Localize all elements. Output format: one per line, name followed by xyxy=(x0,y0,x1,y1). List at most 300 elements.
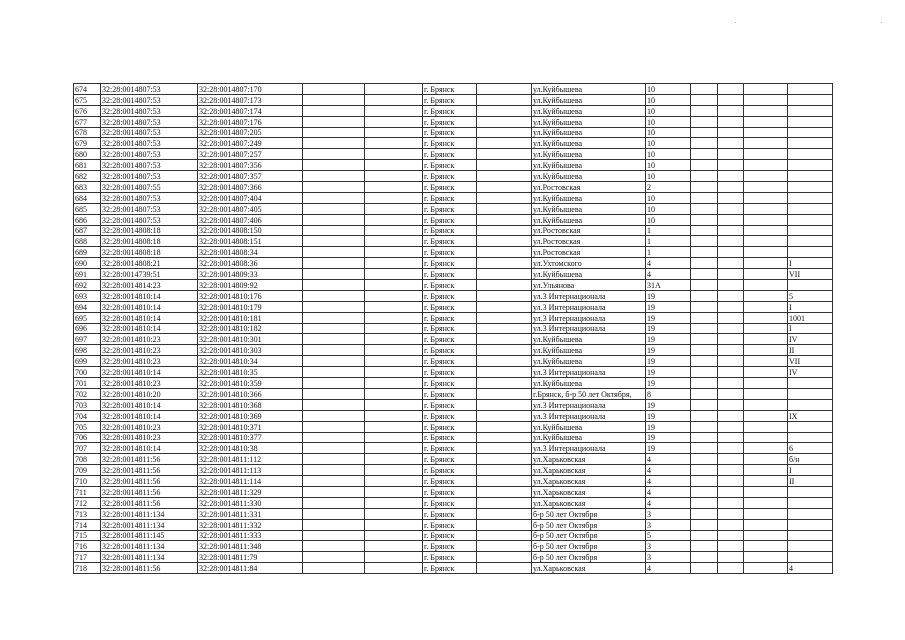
empty-cell xyxy=(365,312,423,323)
empty-cell xyxy=(691,432,718,443)
premises-number-cell xyxy=(788,421,833,432)
row-number-cell: 718 xyxy=(74,563,101,574)
premises-number-cell xyxy=(788,149,833,160)
street-cell: ул.Куйбышева xyxy=(532,192,646,203)
row-number-cell: 676 xyxy=(74,105,101,116)
empty-cell xyxy=(365,247,423,258)
parcel-cadastral-number-cell: 32:28:0014739:51 xyxy=(101,269,198,280)
street-cell: ул.Харьковская xyxy=(532,465,646,476)
object-cadastral-number-cell: 32:28:0014811:112 xyxy=(198,454,303,465)
empty-cell xyxy=(744,399,788,410)
city-cell: г. Брянск xyxy=(423,127,477,138)
city-cell: г. Брянск xyxy=(423,552,477,563)
empty-cell xyxy=(365,236,423,247)
empty-cell xyxy=(744,280,788,291)
premises-number-cell: I xyxy=(788,258,833,269)
object-cadastral-number-cell: 32:28:0014811:331 xyxy=(198,508,303,519)
table-row xyxy=(74,345,833,356)
parcel-cadastral-number-cell: 32:28:0014807:53 xyxy=(101,192,198,203)
empty-cell xyxy=(691,280,718,291)
parcel-cadastral-number-cell: 32:28:0014810:14 xyxy=(101,301,198,312)
empty-cell xyxy=(365,421,423,432)
empty-cell xyxy=(477,182,532,193)
empty-cell xyxy=(365,486,423,497)
parcel-cadastral-number-cell: 32:28:0014807:53 xyxy=(101,138,198,149)
city-cell: г. Брянск xyxy=(423,182,477,193)
house-number-cell: 19 xyxy=(646,410,691,421)
empty-cell xyxy=(303,345,365,356)
object-cadastral-number-cell: 32:28:0014811:329 xyxy=(198,486,303,497)
empty-cell xyxy=(718,563,744,574)
city-cell: г. Брянск xyxy=(423,160,477,171)
row-number-cell: 685 xyxy=(74,203,101,214)
table-row xyxy=(74,258,833,269)
parcel-cadastral-number-cell: 32:28:0014807:53 xyxy=(101,203,198,214)
empty-cell xyxy=(365,443,423,454)
empty-cell xyxy=(303,530,365,541)
house-number-cell: 19 xyxy=(646,378,691,389)
empty-cell xyxy=(365,508,423,519)
house-number-cell: 10 xyxy=(646,105,691,116)
house-number-cell: 4 xyxy=(646,258,691,269)
object-cadastral-number-cell: 32:28:0014808:34 xyxy=(198,247,303,258)
empty-cell xyxy=(718,214,744,225)
empty-cell xyxy=(718,552,744,563)
city-cell: г. Брянск xyxy=(423,508,477,519)
city-cell: г. Брянск xyxy=(423,367,477,378)
table-row xyxy=(74,367,833,378)
parcel-cadastral-number-cell: 32:28:0014807:53 xyxy=(101,160,198,171)
empty-cell xyxy=(365,127,423,138)
empty-cell xyxy=(744,519,788,530)
row-number-cell: 692 xyxy=(74,280,101,291)
empty-cell xyxy=(744,334,788,345)
street-cell: ул.Куйбышева xyxy=(532,334,646,345)
house-number-cell: 19 xyxy=(646,421,691,432)
empty-cell xyxy=(477,345,532,356)
table-row xyxy=(74,486,833,497)
empty-cell xyxy=(744,171,788,182)
premises-number-cell xyxy=(788,138,833,149)
empty-cell xyxy=(477,236,532,247)
parcel-cadastral-number-cell: 32:28:0014814:23 xyxy=(101,280,198,291)
street-cell: ул.Ухтомского xyxy=(532,258,646,269)
empty-cell xyxy=(303,465,365,476)
empty-cell xyxy=(303,225,365,236)
empty-cell xyxy=(303,94,365,105)
row-number-cell: 709 xyxy=(74,465,101,476)
table-row xyxy=(74,280,833,291)
table-row xyxy=(74,182,833,193)
table-row xyxy=(74,388,833,399)
city-cell: г. Брянск xyxy=(423,399,477,410)
parcel-cadastral-number-cell: 32:28:0014807:53 xyxy=(101,94,198,105)
house-number-cell: 2 xyxy=(646,182,691,193)
parcel-cadastral-number-cell: 32:28:0014811:145 xyxy=(101,530,198,541)
table-row xyxy=(74,301,833,312)
street-cell: ул.Харьковская xyxy=(532,486,646,497)
empty-cell xyxy=(365,182,423,193)
empty-cell xyxy=(691,116,718,127)
premises-number-cell: IX xyxy=(788,410,833,421)
premises-number-cell xyxy=(788,160,833,171)
empty-cell xyxy=(718,225,744,236)
empty-cell xyxy=(365,454,423,465)
empty-cell xyxy=(718,290,744,301)
row-number-cell: 683 xyxy=(74,182,101,193)
empty-cell xyxy=(365,563,423,574)
empty-cell xyxy=(691,105,718,116)
parcel-cadastral-number-cell: 32:28:0014810:14 xyxy=(101,367,198,378)
empty-cell xyxy=(691,203,718,214)
empty-cell xyxy=(477,497,532,508)
object-cadastral-number-cell: 32:28:0014810:377 xyxy=(198,432,303,443)
city-cell: г. Брянск xyxy=(423,280,477,291)
object-cadastral-number-cell: 32:28:0014807:170 xyxy=(198,84,303,95)
row-number-cell: 674 xyxy=(74,84,101,95)
empty-cell xyxy=(744,84,788,95)
empty-cell xyxy=(477,323,532,334)
empty-cell xyxy=(365,399,423,410)
row-number-cell: 717 xyxy=(74,552,101,563)
parcel-cadastral-number-cell: 32:28:0014808:18 xyxy=(101,236,198,247)
empty-cell xyxy=(365,388,423,399)
empty-cell xyxy=(477,84,532,95)
empty-cell xyxy=(744,432,788,443)
empty-cell xyxy=(744,356,788,367)
empty-cell xyxy=(691,127,718,138)
empty-cell xyxy=(691,312,718,323)
object-cadastral-number-cell: 32:28:0014807:404 xyxy=(198,192,303,203)
street-cell: б-р 50 лет Октября xyxy=(532,508,646,519)
empty-cell xyxy=(691,334,718,345)
object-cadastral-number-cell: 32:28:0014807:205 xyxy=(198,127,303,138)
house-number-cell: 10 xyxy=(646,149,691,160)
city-cell: г. Брянск xyxy=(423,323,477,334)
row-number-cell: 696 xyxy=(74,323,101,334)
empty-cell xyxy=(365,290,423,301)
street-cell: ул.3 Интернационала xyxy=(532,443,646,454)
city-cell: г. Брянск xyxy=(423,563,477,574)
empty-cell xyxy=(365,214,423,225)
empty-cell xyxy=(718,345,744,356)
empty-cell xyxy=(744,236,788,247)
empty-cell xyxy=(691,149,718,160)
street-cell: ул.Харьковская xyxy=(532,476,646,487)
empty-cell xyxy=(365,334,423,345)
house-number-cell: 19 xyxy=(646,356,691,367)
parcel-cadastral-number-cell: 32:28:0014811:56 xyxy=(101,476,198,487)
house-number-cell: 10 xyxy=(646,160,691,171)
house-number-cell: 8 xyxy=(646,388,691,399)
empty-cell xyxy=(365,356,423,367)
empty-cell xyxy=(691,192,718,203)
empty-cell xyxy=(744,301,788,312)
city-cell: г. Брянск xyxy=(423,334,477,345)
row-number-cell: 688 xyxy=(74,236,101,247)
row-number-cell: 682 xyxy=(74,171,101,182)
empty-cell xyxy=(691,94,718,105)
street-cell: ул.Куйбышева xyxy=(532,214,646,225)
empty-cell xyxy=(744,367,788,378)
table-row xyxy=(74,421,833,432)
row-number-cell: 689 xyxy=(74,247,101,258)
empty-cell xyxy=(303,432,365,443)
empty-cell xyxy=(718,465,744,476)
row-number-cell: 675 xyxy=(74,94,101,105)
city-cell: г. Брянск xyxy=(423,149,477,160)
street-cell: ул.Куйбышева xyxy=(532,432,646,443)
street-cell: ул.Харьковская xyxy=(532,454,646,465)
parcel-cadastral-number-cell: 32:28:0014807:53 xyxy=(101,149,198,160)
empty-cell xyxy=(477,410,532,421)
empty-cell xyxy=(303,105,365,116)
object-cadastral-number-cell: 32:28:0014809:33 xyxy=(198,269,303,280)
empty-cell xyxy=(718,127,744,138)
house-number-cell: 4 xyxy=(646,563,691,574)
city-cell: г. Брянск xyxy=(423,388,477,399)
empty-cell xyxy=(744,563,788,574)
empty-cell xyxy=(718,410,744,421)
empty-cell xyxy=(691,421,718,432)
empty-cell xyxy=(718,508,744,519)
parcel-cadastral-number-cell: 32:28:0014811:134 xyxy=(101,508,198,519)
empty-cell xyxy=(477,334,532,345)
object-cadastral-number-cell: 32:28:0014810:34 xyxy=(198,356,303,367)
street-cell: ул.3 Интернационала xyxy=(532,290,646,301)
table-row xyxy=(74,323,833,334)
premises-number-cell: I xyxy=(788,301,833,312)
row-number-cell: 679 xyxy=(74,138,101,149)
city-cell: г. Брянск xyxy=(423,486,477,497)
empty-cell xyxy=(718,388,744,399)
empty-cell xyxy=(477,367,532,378)
object-cadastral-number-cell: 32:28:0014808:151 xyxy=(198,236,303,247)
street-cell: г.Брянск, б-р 50 лет Октября, xyxy=(532,388,646,399)
premises-number-cell: VII xyxy=(788,269,833,280)
empty-cell xyxy=(303,182,365,193)
house-number-cell: 19 xyxy=(646,312,691,323)
parcel-cadastral-number-cell: 32:28:0014810:20 xyxy=(101,388,198,399)
empty-cell xyxy=(744,312,788,323)
table-row xyxy=(74,171,833,182)
empty-cell xyxy=(477,508,532,519)
house-number-cell: 19 xyxy=(646,301,691,312)
empty-cell xyxy=(718,203,744,214)
empty-cell xyxy=(744,290,788,301)
empty-cell xyxy=(691,290,718,301)
empty-cell xyxy=(744,192,788,203)
city-cell: г. Брянск xyxy=(423,247,477,258)
object-cadastral-number-cell: 32:28:0014811:79 xyxy=(198,552,303,563)
empty-cell xyxy=(718,84,744,95)
object-cadastral-number-cell: 32:28:0014809:92 xyxy=(198,280,303,291)
row-number-cell: 694 xyxy=(74,301,101,312)
empty-cell xyxy=(477,399,532,410)
city-cell: г. Брянск xyxy=(423,269,477,280)
empty-cell xyxy=(477,356,532,367)
city-cell: г. Брянск xyxy=(423,530,477,541)
empty-cell xyxy=(691,269,718,280)
empty-cell xyxy=(365,149,423,160)
house-number-cell: 3 xyxy=(646,541,691,552)
row-number-cell: 708 xyxy=(74,454,101,465)
empty-cell xyxy=(303,552,365,563)
premises-number-cell: II xyxy=(788,476,833,487)
table-row xyxy=(74,236,833,247)
empty-cell xyxy=(691,476,718,487)
house-number-cell: 3 xyxy=(646,552,691,563)
empty-cell xyxy=(718,236,744,247)
parcel-cadastral-number-cell: 32:28:0014810:23 xyxy=(101,334,198,345)
object-cadastral-number-cell: 32:28:0014808:150 xyxy=(198,225,303,236)
house-number-cell: 3 xyxy=(646,519,691,530)
premises-number-cell xyxy=(788,127,833,138)
empty-cell xyxy=(303,486,365,497)
table-row xyxy=(74,563,833,574)
house-number-cell: 10 xyxy=(646,116,691,127)
empty-cell xyxy=(744,508,788,519)
empty-cell xyxy=(477,280,532,291)
object-cadastral-number-cell: 32:28:0014810:301 xyxy=(198,334,303,345)
row-number-cell: 678 xyxy=(74,127,101,138)
premises-number-cell xyxy=(788,552,833,563)
empty-cell xyxy=(744,476,788,487)
empty-cell xyxy=(303,280,365,291)
object-cadastral-number-cell: 32:28:0014807:357 xyxy=(198,171,303,182)
house-number-cell: 10 xyxy=(646,171,691,182)
house-number-cell: 19 xyxy=(646,399,691,410)
street-cell: ул.Куйбышева xyxy=(532,160,646,171)
empty-cell xyxy=(365,280,423,291)
parcel-cadastral-number-cell: 32:28:0014807:53 xyxy=(101,171,198,182)
empty-cell xyxy=(691,410,718,421)
empty-cell xyxy=(718,105,744,116)
object-cadastral-number-cell: 32:28:0014807:406 xyxy=(198,214,303,225)
parcel-cadastral-number-cell: 32:28:0014807:53 xyxy=(101,214,198,225)
house-number-cell: 10 xyxy=(646,127,691,138)
parcel-cadastral-number-cell: 32:28:0014810:23 xyxy=(101,432,198,443)
row-number-cell: 701 xyxy=(74,378,101,389)
table-row xyxy=(74,127,833,138)
empty-cell xyxy=(303,192,365,203)
empty-cell xyxy=(365,105,423,116)
object-cadastral-number-cell: 32:28:0014811:330 xyxy=(198,497,303,508)
street-cell: ул.3 Интернационала xyxy=(532,367,646,378)
empty-cell xyxy=(303,247,365,258)
parcel-cadastral-number-cell: 32:28:0014810:14 xyxy=(101,410,198,421)
parcel-cadastral-number-cell: 32:28:0014811:134 xyxy=(101,552,198,563)
row-number-cell: 681 xyxy=(74,160,101,171)
empty-cell xyxy=(477,465,532,476)
object-cadastral-number-cell: 32:28:0014807:356 xyxy=(198,160,303,171)
empty-cell xyxy=(303,541,365,552)
empty-cell xyxy=(365,410,423,421)
premises-number-cell xyxy=(788,247,833,258)
empty-cell xyxy=(718,486,744,497)
empty-cell xyxy=(744,541,788,552)
premises-number-cell xyxy=(788,280,833,291)
premises-number-cell xyxy=(788,486,833,497)
empty-cell xyxy=(303,312,365,323)
house-number-cell: 19 xyxy=(646,323,691,334)
premises-number-cell xyxy=(788,519,833,530)
object-cadastral-number-cell: 32:28:0014807:405 xyxy=(198,203,303,214)
object-cadastral-number-cell: 32:28:0014811:113 xyxy=(198,465,303,476)
empty-cell xyxy=(477,290,532,301)
empty-cell xyxy=(691,214,718,225)
empty-cell xyxy=(477,388,532,399)
row-number-cell: 697 xyxy=(74,334,101,345)
city-cell: г. Брянск xyxy=(423,497,477,508)
table-row xyxy=(74,247,833,258)
empty-cell xyxy=(477,192,532,203)
empty-cell xyxy=(744,258,788,269)
object-cadastral-number-cell: 32:28:0014810:368 xyxy=(198,399,303,410)
object-cadastral-number-cell: 32:28:0014811:332 xyxy=(198,519,303,530)
empty-cell xyxy=(303,138,365,149)
empty-cell xyxy=(691,171,718,182)
table-row xyxy=(74,454,833,465)
empty-cell xyxy=(477,116,532,127)
premises-number-cell: VII xyxy=(788,356,833,367)
empty-cell xyxy=(691,465,718,476)
row-number-cell: 698 xyxy=(74,345,101,356)
empty-cell xyxy=(744,149,788,160)
empty-cell xyxy=(365,258,423,269)
empty-cell xyxy=(718,519,744,530)
premises-number-cell xyxy=(788,203,833,214)
premises-number-cell: IV xyxy=(788,334,833,345)
table-row xyxy=(74,541,833,552)
row-number-cell: 705 xyxy=(74,421,101,432)
empty-cell xyxy=(691,541,718,552)
street-cell: ул.3 Интернационала xyxy=(532,399,646,410)
city-cell: г. Брянск xyxy=(423,138,477,149)
parcel-cadastral-number-cell: 32:28:0014808:21 xyxy=(101,258,198,269)
empty-cell xyxy=(691,236,718,247)
parcel-cadastral-number-cell: 32:28:0014810:23 xyxy=(101,421,198,432)
table-row xyxy=(74,519,833,530)
empty-cell xyxy=(477,225,532,236)
empty-cell xyxy=(365,497,423,508)
street-cell: б-р 50 лет Октября xyxy=(532,541,646,552)
empty-cell xyxy=(691,225,718,236)
empty-cell xyxy=(303,519,365,530)
house-number-cell: 4 xyxy=(646,269,691,280)
empty-cell xyxy=(365,138,423,149)
empty-cell xyxy=(303,443,365,454)
row-number-cell: 684 xyxy=(74,192,101,203)
street-cell: б-р 50 лет Октября xyxy=(532,519,646,530)
city-cell: г. Брянск xyxy=(423,214,477,225)
city-cell: г. Брянск xyxy=(423,356,477,367)
parcel-cadastral-number-cell: 32:28:0014807:53 xyxy=(101,84,198,95)
empty-cell xyxy=(718,312,744,323)
row-number-cell: 704 xyxy=(74,410,101,421)
object-cadastral-number-cell: 32:28:0014810:38 xyxy=(198,443,303,454)
premises-number-cell xyxy=(788,116,833,127)
object-cadastral-number-cell: 32:28:0014811:84 xyxy=(198,563,303,574)
table-row xyxy=(74,356,833,367)
empty-cell xyxy=(477,312,532,323)
city-cell: г. Брянск xyxy=(423,541,477,552)
empty-cell xyxy=(477,486,532,497)
house-number-cell: 4 xyxy=(646,486,691,497)
premises-number-cell xyxy=(788,399,833,410)
empty-cell xyxy=(718,367,744,378)
parcel-cadastral-number-cell: 32:28:0014811:56 xyxy=(101,454,198,465)
